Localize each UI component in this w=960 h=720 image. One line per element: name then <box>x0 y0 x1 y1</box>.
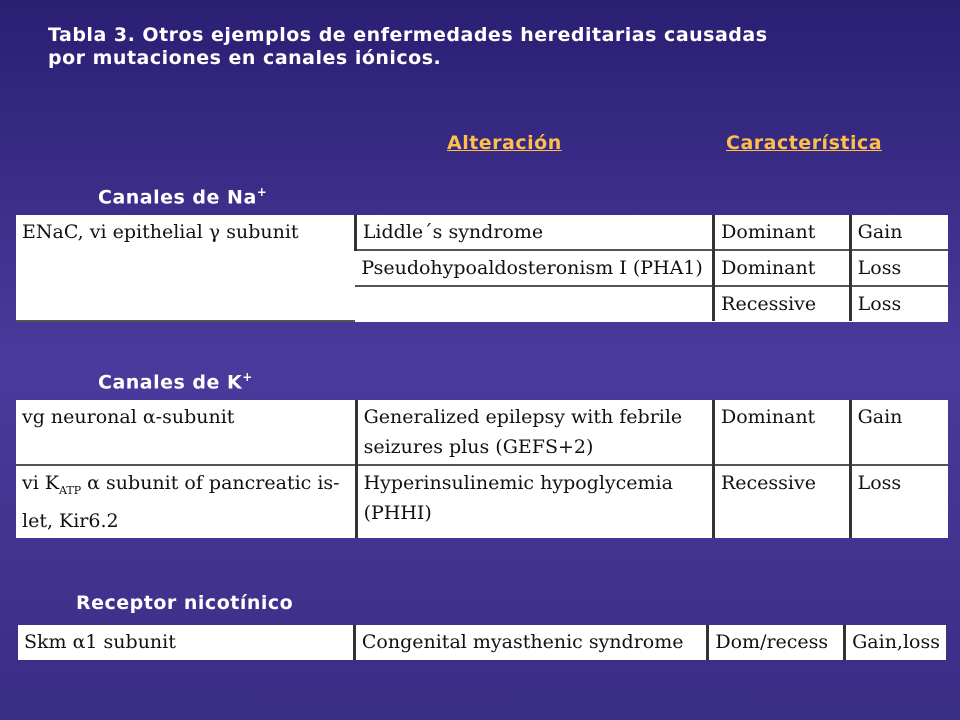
section-na-sup: + <box>256 185 268 199</box>
header-alteracion: Alteración <box>447 132 562 154</box>
section-k-label <box>98 370 253 393</box>
k-mode-1: Dominant <box>713 400 850 465</box>
nic-disease: Congenital myasthenic syndrome <box>354 625 708 660</box>
table-row <box>18 625 946 660</box>
k-gene-1: vg neuronal α-subunit <box>16 400 356 465</box>
header-caracteristica: Característica <box>726 132 883 154</box>
na-mode-2: Dominant <box>714 250 851 286</box>
k-channel-table <box>16 400 948 538</box>
na-channel-table <box>16 215 948 322</box>
na-mode-1: Dominant <box>714 215 851 250</box>
k-gene-2-b: α subunit of pancreatic is-let, Kir6.2 <box>22 472 340 532</box>
title-line-1: Tabla 3. Otros ejemplos de enfermedades hereditarias causadas <box>48 24 768 46</box>
k-effect-1: Gain <box>850 400 948 465</box>
na-disease-2: Pseudohypoaldosteronism I (PHA1) <box>355 250 713 286</box>
na-effect-1: Gain <box>850 215 948 250</box>
section-na-text: Canales de Na <box>98 186 257 209</box>
nicotinic-table <box>18 625 946 660</box>
k-disease-2: Hyperinsulinemic hypoglycemia (PHHI) <box>356 465 713 538</box>
title-line-2: por mutaciones en canales iónicos. <box>48 47 442 69</box>
k-disease-1: Generalized epilepsy with febrile seizures plus (GEFS+2) <box>356 400 713 465</box>
k-gene-2-sub: ATP <box>59 483 82 497</box>
na-effect-3: Loss <box>850 286 948 321</box>
section-nic-label: Receptor nicotínico <box>76 592 294 614</box>
na-mode-3: Recessive <box>714 286 851 321</box>
nic-effect: Gain,loss <box>845 625 946 660</box>
k-gene-2 <box>16 465 356 538</box>
na-disease-1: Liddle´s syndrome <box>355 215 713 250</box>
table-row <box>16 465 948 538</box>
slide-title <box>48 24 928 70</box>
na-effect-2: Loss <box>850 250 948 286</box>
na-disease-3 <box>355 286 713 321</box>
nic-mode: Dom/recess <box>708 625 845 660</box>
nic-gene: Skm α1 subunit <box>24 631 176 653</box>
section-na-label <box>98 185 267 208</box>
section-k-sup: + <box>242 370 253 384</box>
k-gene-2-a: vi K <box>22 472 60 494</box>
table-row <box>16 215 948 250</box>
k-mode-2: Recessive <box>713 465 850 538</box>
table-row <box>16 400 948 465</box>
section-k-text: Canales de K <box>98 371 243 394</box>
na-gene-cell: ENaC, vi epithelial γ subunit <box>16 215 355 321</box>
k-effect-2: Loss <box>850 465 948 538</box>
